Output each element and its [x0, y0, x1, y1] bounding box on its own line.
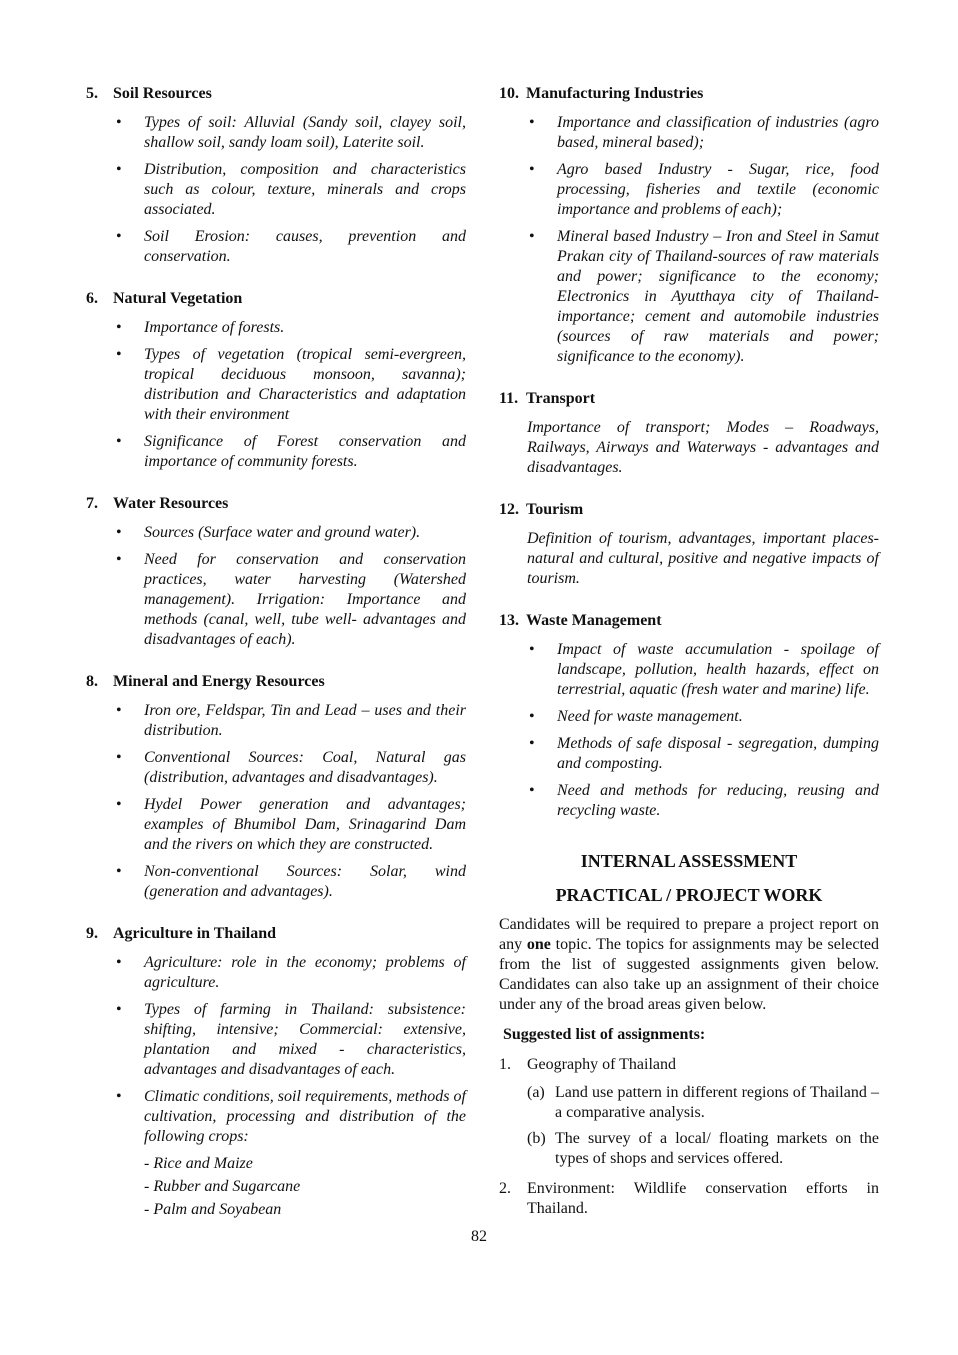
crop-list [86, 1154, 466, 1220]
page-number: 82 [471, 1228, 487, 1245]
section-heading [499, 500, 879, 520]
section-number: 5. [86, 85, 98, 102]
bullet-item: • Types of vegetation (tropical semi-evergreen, tropical deciduous monsoon, savanna); distribution and Characteristics and adaptation with their environment [86, 345, 466, 425]
section-title: Mineral and Energy Resources [113, 673, 325, 690]
section-number: 12. [499, 501, 519, 518]
bullet-item: • Iron ore, Feldspar, Tin and Lead – uses and their distribution. [86, 701, 466, 741]
section-transport [499, 389, 879, 478]
section-heading [86, 924, 466, 944]
section-mineral-and-energy-resources [86, 672, 466, 902]
section-number: 11. [499, 390, 519, 407]
bullet-item: • Need for waste management. [499, 707, 879, 727]
crop-item: - Rubber and Sugarcane [144, 1178, 301, 1195]
bullet-item: • Non-conventional Sources: Solar, wind (generation and advantages). [86, 862, 466, 902]
assignment-title: Geography of Thailand [527, 1056, 676, 1073]
bullet-item: • Hydel Power generation and advantages; examples of Bhumibol Dam, Srinagarind Dam and the rivers on which they are constructed. [86, 795, 466, 855]
section-title: Agriculture in Thailand [113, 925, 276, 942]
section-manufacturing-industries [499, 84, 879, 367]
intro-paragraph [499, 915, 879, 1015]
assignment-number: 1. [499, 1056, 511, 1073]
section-title: Soil Resources [113, 85, 212, 102]
bullet-item: • Climatic conditions, soil requirements, methods of cultivation, processing and distribution of the following crops: [86, 1087, 466, 1147]
section-waste-management [499, 611, 879, 821]
bullet-item: • Distribution, composition and characteristics such as colour, texture, minerals and crops associated. [86, 160, 466, 220]
section-heading [499, 389, 879, 409]
right-column [499, 84, 879, 1229]
bullet-item: • Agriculture: role in the economy; problems of agriculture. [86, 953, 466, 993]
section-title: Transport [526, 390, 596, 407]
bullet-item: • Agro based Industry - Sugar, rice, food processing, fisheries and textile (economic importance and problems of each); [499, 160, 879, 220]
section-title: Water Resources [113, 495, 229, 512]
bullet-item: • Sources (Surface water and ground water). [86, 523, 466, 543]
section-agriculture-in-thailand [86, 924, 466, 1220]
section-text: Importance of transport; Modes – Roadways, Railways, Airways and Waterways - advantages and disadvantages. [527, 419, 879, 476]
internal-assessment-heading: INTERNAL ASSESSMENT [580, 851, 798, 871]
section-tourism [499, 500, 879, 589]
bullet-list [86, 318, 466, 472]
section-soil-resources [86, 84, 466, 267]
sub-assignment-label: (b) [527, 1130, 546, 1147]
section-heading [499, 611, 879, 631]
section-heading [86, 494, 466, 514]
bullet-item: • Conventional Sources: Coal, Natural gas (distribution, advantages and disadvantages). [86, 748, 466, 788]
bullet-item: • Methods of safe disposal - segregation, dumping and composting. [499, 734, 879, 774]
section-number: 7. [86, 495, 98, 512]
section-title: Waste Management [526, 612, 662, 629]
bullet-list [86, 523, 466, 650]
assignment-text: Environment: Wildlife conservation efforts in Thailand. [527, 1180, 879, 1217]
sub-assignment-item [527, 1083, 879, 1123]
assignment-number: 2. [499, 1180, 511, 1197]
section-heading [86, 672, 466, 692]
section-heading [499, 84, 879, 104]
bullet-list [86, 953, 466, 1147]
section-number: 6. [86, 290, 98, 307]
intro-text: Candidates will be required to prepare a project report on any [499, 916, 879, 953]
section-title: Tourism [526, 501, 584, 518]
bullet-item: • Types of farming in Thailand: subsistence: shifting, intensive; Commercial: extensive, plantation and mixed - characteristics, advantages and disadvantages of each. [86, 1000, 466, 1080]
section-number: 10. [499, 85, 519, 102]
project-work-heading: PRACTICAL / PROJECT WORK [555, 885, 823, 905]
suggested-list-heading: Suggested list of assignments: [503, 1026, 706, 1043]
intro-text: topic. The topics for assignments may be selected from the list of suggested assignments given below. Candidates can also take up an assignment of their choice under any of the broad areas given below. [499, 936, 879, 1013]
bullet-item: • Need and methods for reducing, reusing and recycling waste. [499, 781, 879, 821]
assignment-item [499, 1055, 879, 1169]
assignment-list [499, 1055, 879, 1219]
bullet-list [499, 113, 879, 367]
sub-assignment-label: (a) [527, 1084, 545, 1101]
sub-assignment-text: The survey of a local/ floating markets on the types of shops and services offered. [555, 1130, 879, 1167]
assignment-item [499, 1179, 879, 1219]
bullet-item: • Importance and classification of industries (agro based, mineral based); [499, 113, 879, 153]
crop-item: - Palm and Soyabean [144, 1201, 282, 1218]
crop-item: - Rice and Maize [144, 1155, 253, 1172]
sub-assignment-list [527, 1083, 879, 1169]
left-column [86, 84, 466, 1242]
bullet-item: • Impact of waste accumulation - spoilage of landscape, pollution, health hazards, effect on terrestrial, aquatic (fresh water and marine) life. [499, 640, 879, 700]
bullet-list [86, 113, 466, 267]
bullet-item: • Need for conservation and conservation practices, water harvesting (Watershed management). Irrigation: Importance and methods (canal, well, tube well- advantages and disadvantages of each). [86, 550, 466, 650]
bullet-item: • Types of soil: Alluvial (Sandy soil, clayey soil, shallow soil, sandy loam soil), Laterite soil. [86, 113, 466, 153]
bullet-item: • Soil Erosion: causes, prevention and conservation. [86, 227, 466, 267]
bullet-list [499, 640, 879, 821]
section-number: 13. [499, 612, 519, 629]
bullet-item: • Mineral based Industry – Iron and Steel in Samut Prakan city of Thailand-sources of raw materials and power; significance to the economy; Electronics in Ayutthaya city of Thailand- importance; cement and automobile industries (sources of raw materials and power; significance to the economy). [499, 227, 879, 367]
section-title: Natural Vegetation [113, 290, 243, 307]
bullet-item: • Importance of forests. [86, 318, 466, 338]
section-title: Manufacturing Industries [526, 85, 704, 102]
bullet-list [86, 701, 466, 902]
sub-assignment-text: Land use pattern in different regions of Thailand – a comparative analysis. [555, 1084, 879, 1121]
section-text: Definition of tourism, advantages, important places-natural and cultural, positive and negative impacts of tourism. [527, 530, 879, 587]
bullet-item: • Significance of Forest conservation and importance of community forests. [86, 432, 466, 472]
section-number: 8. [86, 673, 98, 690]
section-natural-vegetation [86, 289, 466, 472]
sub-assignment-item [527, 1129, 879, 1169]
section-number: 9. [86, 925, 98, 942]
section-water-resources [86, 494, 466, 650]
section-heading [86, 84, 466, 104]
section-heading [86, 289, 466, 309]
intro-emphasis: one [526, 936, 551, 953]
